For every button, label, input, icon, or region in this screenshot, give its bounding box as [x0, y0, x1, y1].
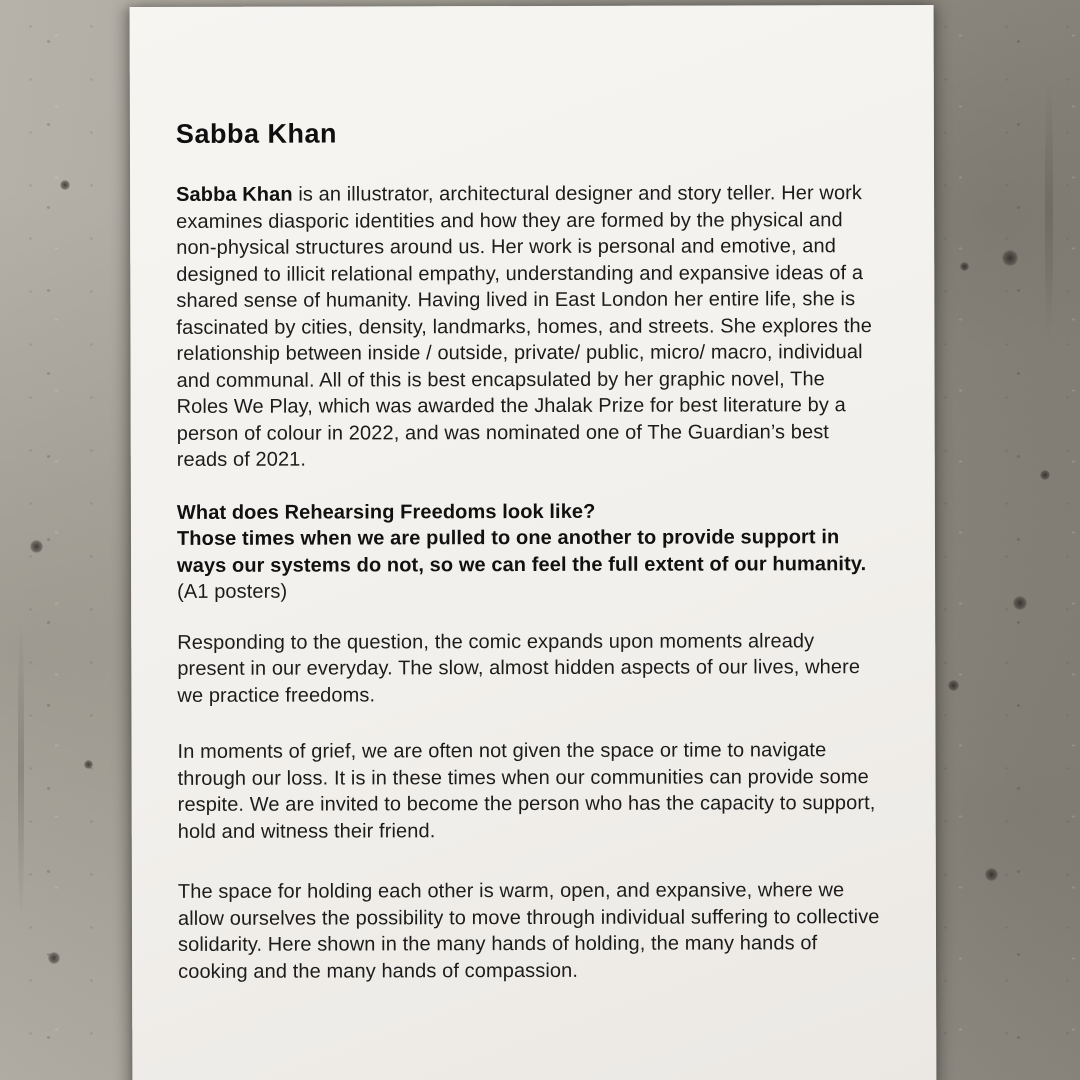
wall-pockmark [48, 952, 60, 964]
wall-pockmark [985, 868, 998, 881]
bio-paragraph [176, 180, 879, 473]
paragraph-grief: In moments of grief, we are often not given the space or time to navigate through our loss. It is in these times when our communities can provide some respite. We are invited to become the person who has the capacity to support, hold and witness their friend. [177, 739, 876, 843]
wall-streak [1045, 80, 1053, 340]
bio-lead-name: Sabba Khan [176, 183, 293, 206]
wall-pockmark [1002, 250, 1018, 266]
bio-text: is an illustrator, architectural designer and story teller. Her work examines diasporic identities and how they are formed by the physical and non-physical structures around us. Her work is personal and emotive, and designed to illicit relational empathy, understanding and expansive ideas of a shared sense of humanity. Having lived in East London her entire life, she is fascinated by cities, density, landmarks, homes, and streets. She explores the relationship between inside / outside, private/ public, micro/ macro, individual and communal. All of this is best encapsulated by her graphic novel, The Roles We Play, which was awarded the Jhalak Prize for best literature by a person of colour in 2022, and was nominated one of The Guardian’s best reads of 2021. [176, 182, 873, 471]
wall-pockmark [960, 262, 969, 271]
paragraph-holding: The space for holding each other is warm, open, and expansive, where we allow ourselves the possibility to move through individual suffering to collective solidarity. Here shown in the many hands of holding, the many hands of cooking and the many hands of compassion. [177, 879, 880, 983]
exhibition-label-card [130, 5, 937, 1080]
wall-pockmark [30, 540, 43, 553]
question-heading: What does Rehearsing Freedoms look like? [176, 500, 596, 524]
wall-streak [18, 620, 24, 920]
answer-bold-text: Those times when we are pulled to one another to provide support in ways our systems do not, so we can feel the full extent of our humanity. [176, 526, 867, 577]
wall-pockmark [84, 760, 93, 769]
answer-statement [177, 524, 879, 605]
wall-pockmark [948, 680, 959, 691]
page-title: Sabba Khan [175, 118, 337, 149]
wall-pockmark [1040, 470, 1050, 480]
wall-pockmark [1013, 596, 1027, 610]
paragraph-responding: Responding to the question, the comic expands upon moments already present in our everyday. The slow, almost hidden aspects of our lives, where we practice freedoms. [177, 629, 861, 707]
question-block [177, 498, 879, 606]
wall-pockmark [60, 180, 70, 190]
answer-note: (A1 posters) [177, 580, 288, 603]
label-content [130, 5, 937, 1025]
